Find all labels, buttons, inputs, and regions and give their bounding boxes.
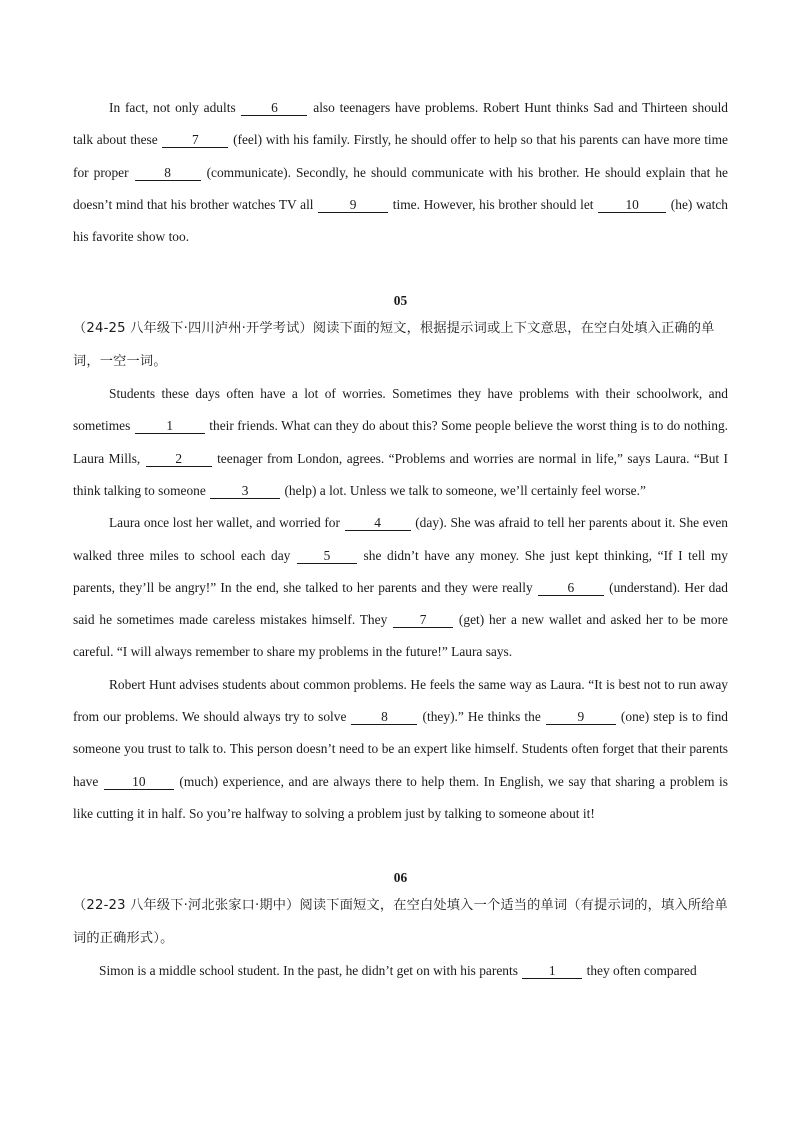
blank-9[interactable]: 9 <box>546 709 616 725</box>
section-05-paragraph-3: Robert Hunt advises students about common problems. He feels the same way as Laura. “It is best not to run away from our problems. We should always try to solve 8 (they).” He thinks the 9 (one) step is to find someone you trust to talk to. This person doesn’t need to be an expert like himself. Students often forget that their parents have 10 (much) experience, and are always there to help them. In English, we say that sharing a problem is like cutting it in half. So you’re halfway to solving a problem just by talking to someone about it! <box>73 676 728 821</box>
blank-7[interactable]: 7 <box>393 612 453 628</box>
passage-4-paragraph: In fact, not only adults 6 also teenagers have problems. Robert Hunt thinks Sad and Thirteen should talk about these 7 (feel) with his family. Firstly, he should offer to help so that his parents can have more time for proper 8 (communicate). Secondly, he should communicate with his brother. He should explain that he doesn’t mind that his brother watches TV all 9 time. However, his brother should let 10 (he) watch his favorite show too. <box>73 100 728 245</box>
worksheet-page <box>73 92 728 987</box>
blank-1[interactable]: 1 <box>522 963 582 979</box>
section-05-paragraph-1: Students these days often have a lot of worries. Sometimes they have problems with their schoolwork, and sometimes 1 their friends. What can they do about this? Some people believe the worst thing is to do nothing. Laura Mills, 2 teenager from London, agrees. “Problems and worries are normal in life,” says Laura. “But I think talking to someone 3 (help) a lot. Unless we talk to someone, we’ll certainly feel worse.” <box>73 386 729 498</box>
blank-9[interactable]: 9 <box>318 197 388 213</box>
blank-4[interactable]: 4 <box>345 515 411 531</box>
section-06-source-instructions: （22-23 八年级下·河北张家口·期中）阅读下面短文，在空白处填入一个适当的单词（有提示词的，填入所给单词的正确形式）。 <box>73 898 728 946</box>
blank-6[interactable]: 6 <box>538 580 604 596</box>
blank-8[interactable]: 8 <box>351 709 417 725</box>
blank-7[interactable]: 7 <box>162 132 228 148</box>
section-number-05: 05 <box>393 293 408 309</box>
blank-6[interactable]: 6 <box>241 100 307 116</box>
section-05-source-instructions: （24-25 八年级下·四川泸州·开学考试）阅读下面的短文，根据提示词或上下文意思，在空白处填入正确的单词，一空一词。 <box>73 321 715 369</box>
blank-1[interactable]: 1 <box>135 418 205 434</box>
blank-2[interactable]: 2 <box>146 451 212 467</box>
section-05-paragraph-2: Laura once lost her wallet, and worried for 4 (day). She was afraid to tell her parents about it. She even walked three miles to school each day 5 she didn’t have any money. She just kept thinking, “If I tell my parents, they’ll be angry!” In the end, she talked to her parents and they were really 6 (understand). Her dad said he sometimes made careless mistakes himself. They 7 (get) her a new wallet and asked her to be more careful. “I will always remember to share my problems in the future!” Laura says. <box>73 515 728 660</box>
blank-3[interactable]: 3 <box>210 483 280 499</box>
blank-8[interactable]: 8 <box>135 165 201 181</box>
blank-5[interactable]: 5 <box>297 548 357 564</box>
section-number-06: 06 <box>393 870 408 886</box>
section-06-paragraph-1: Simon is a middle school student. In the past, he didn’t get on with his parents 1 they often compared <box>99 962 697 978</box>
blank-10[interactable]: 10 <box>104 774 174 790</box>
blank-10[interactable]: 10 <box>598 197 666 213</box>
